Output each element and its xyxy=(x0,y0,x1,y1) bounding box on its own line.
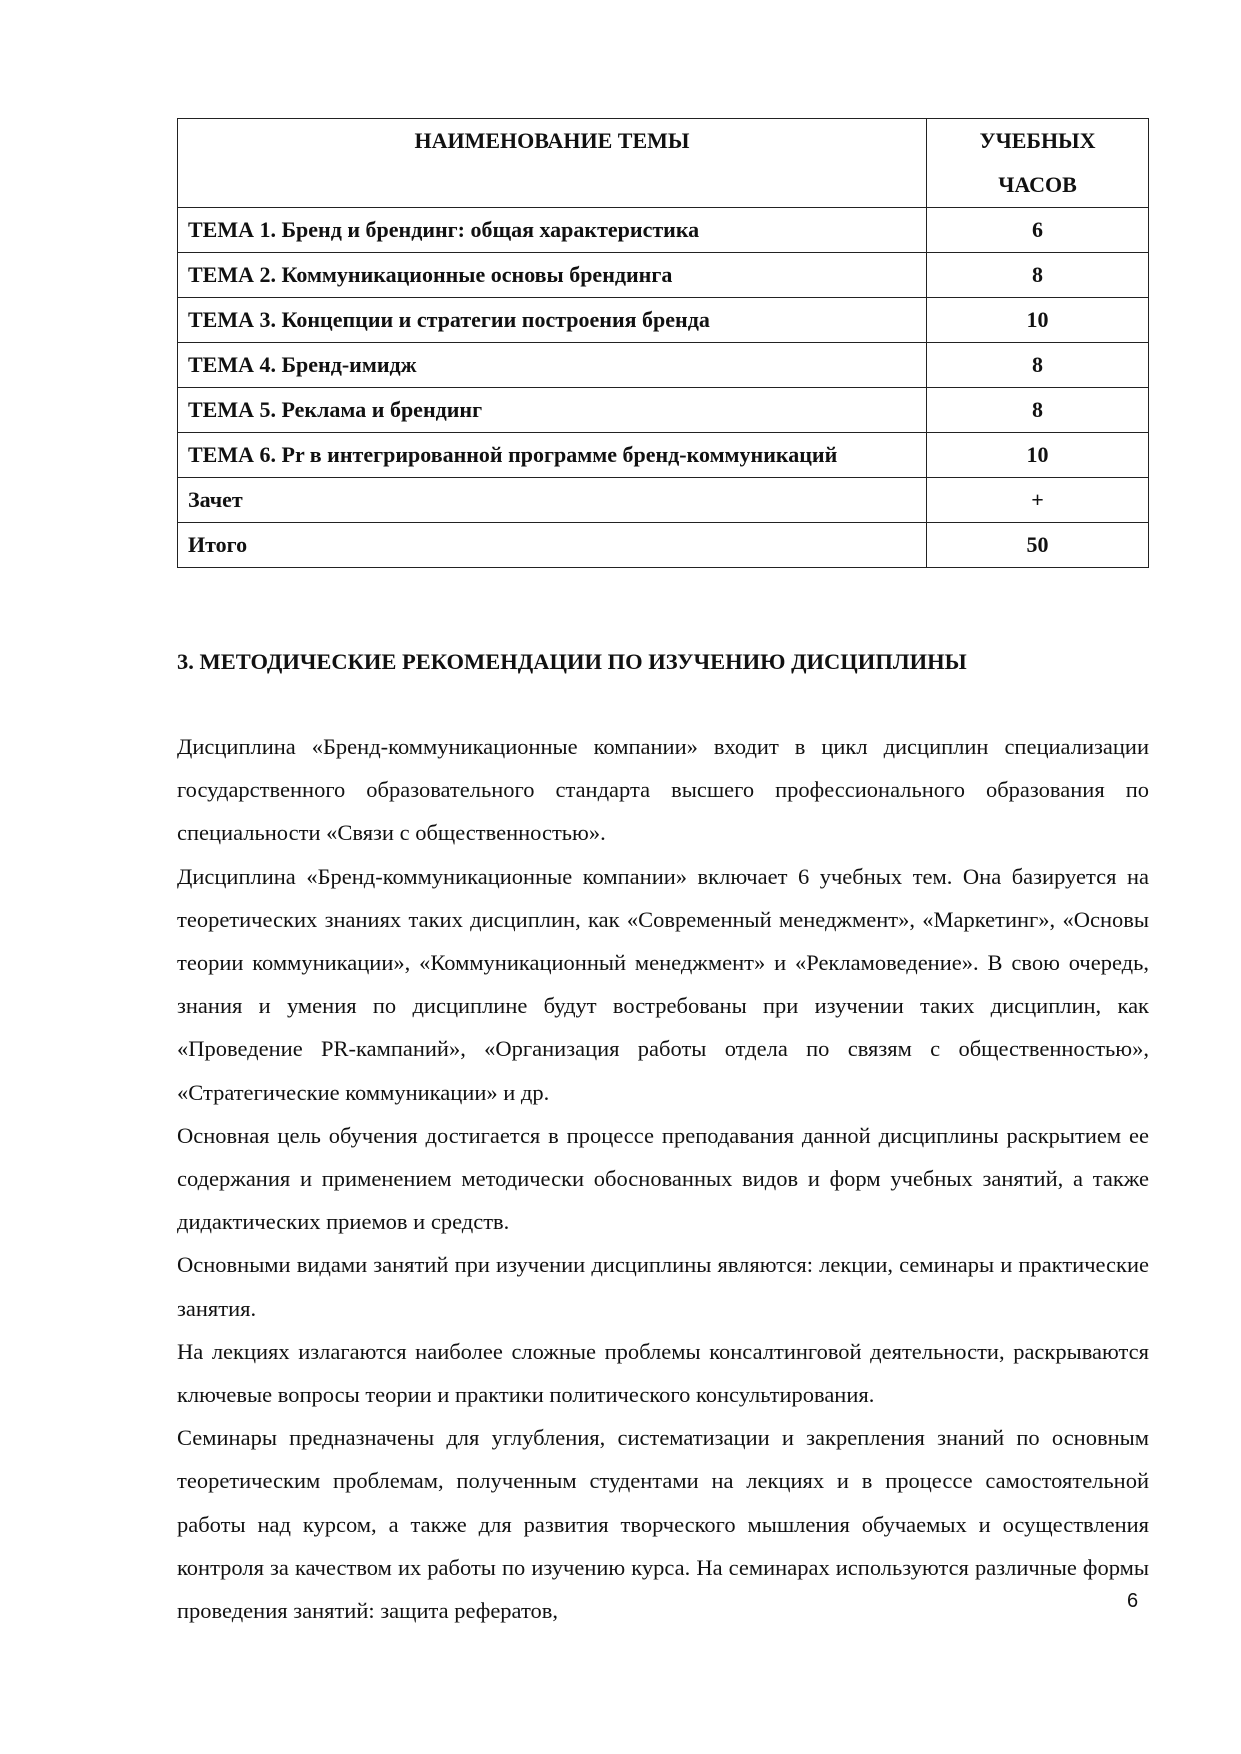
table-row xyxy=(178,478,1149,523)
header-hours xyxy=(927,119,1149,208)
topic-cell: ТЕМА 2. Коммуникационные основы брендинга xyxy=(178,253,927,298)
topic-cell: Зачет xyxy=(178,478,927,523)
table-row xyxy=(178,388,1149,433)
table-row xyxy=(178,343,1149,388)
hours-cell: + xyxy=(927,478,1149,523)
topics-hours-table xyxy=(177,118,1149,568)
table-header-row xyxy=(178,119,1149,208)
topic-cell: ТЕМА 1. Бренд и брендинг: общая характеристика xyxy=(178,208,927,253)
hours-cell: 8 xyxy=(927,343,1149,388)
hours-cell: 6 xyxy=(927,208,1149,253)
topic-cell: ТЕМА 6. Pr в интегрированной программе бренд-коммуникаций xyxy=(178,433,927,478)
paragraph: Семинары предназначены для углубления, систематизации и закрепления знаний по основным теоретическим проблемам, полученным студентами на лекциях и в процессе самостоятельной работы над курсом, а также для развития творческого мышления обучаемых и осуществления контроля за качеством их работы по изучению курса. На семинарах используются различные формы проведения занятий: защита рефератов, xyxy=(177,1425,1149,1624)
hours-cell: 8 xyxy=(927,388,1149,433)
paragraph: Дисциплина «Бренд-коммуникационные компании» входит в цикл дисциплин специализации государственного образовательного стандарта высшего профессионального образования по специальности «Связи с общественностью». xyxy=(177,734,1149,846)
paragraph: Дисциплина «Бренд-коммуникационные компании» включает 6 учебных тем. Она базируется на теоретических знаниях таких дисциплин, как «Современный менеджмент», «Маркетинг», «Основы теории коммуникации», «Коммуникационный менеджмент» и «Рекламоведение». В свою очередь, знания и умения по дисциплине будут востребованы при изучении таких дисциплин, как «Проведение PR-кампаний», «Организация работы отдела по связям с общественностью», «Стратегические коммуникации» и др. xyxy=(177,863,1149,1105)
hours-cell: 10 xyxy=(927,433,1149,478)
table-row xyxy=(178,253,1149,298)
header-hours-line1: УЧЕБНЫХ xyxy=(979,128,1096,153)
page-number: 6 xyxy=(1127,1590,1139,1612)
section-heading: 3. МЕТОДИЧЕСКИЕ РЕКОМЕНДАЦИИ ПО ИЗУЧЕНИЮ ДИСЦИПЛИНЫ xyxy=(177,649,967,674)
hours-cell: 8 xyxy=(927,253,1149,298)
header-hours-line2: ЧАСОВ xyxy=(998,172,1077,197)
table-row xyxy=(178,208,1149,253)
topic-cell: Итого xyxy=(178,523,927,568)
topic-cell: ТЕМА 4. Бренд-имидж xyxy=(178,343,927,388)
header-topic-name: НАИМЕНОВАНИЕ ТЕМЫ xyxy=(178,119,927,208)
table-row xyxy=(178,298,1149,343)
table-row xyxy=(178,433,1149,478)
paragraph: Основная цель обучения достигается в процессе преподавания данной дисциплины раскрытием ее содержания и применением методически обоснованных видов и форм учебных занятий, а также дидактических приемов и средств. xyxy=(177,1122,1149,1235)
paragraph: На лекциях излагаются наиболее сложные проблемы консалтинговой деятельности, раскрываются ключевые вопросы теории и практики политического консультирования. xyxy=(177,1338,1149,1408)
topic-cell: ТЕМА 5. Реклама и брендинг xyxy=(178,388,927,433)
hours-cell: 10 xyxy=(927,298,1149,343)
hours-cell: 50 xyxy=(927,523,1149,568)
topic-cell: ТЕМА 3. Концепции и стратегии построения бренда xyxy=(178,298,927,343)
paragraph: Основными видами занятий при изучении дисциплины являются: лекции, семинары и практические занятия. xyxy=(177,1252,1149,1321)
table-row xyxy=(178,523,1149,568)
section-body xyxy=(177,725,1149,1632)
